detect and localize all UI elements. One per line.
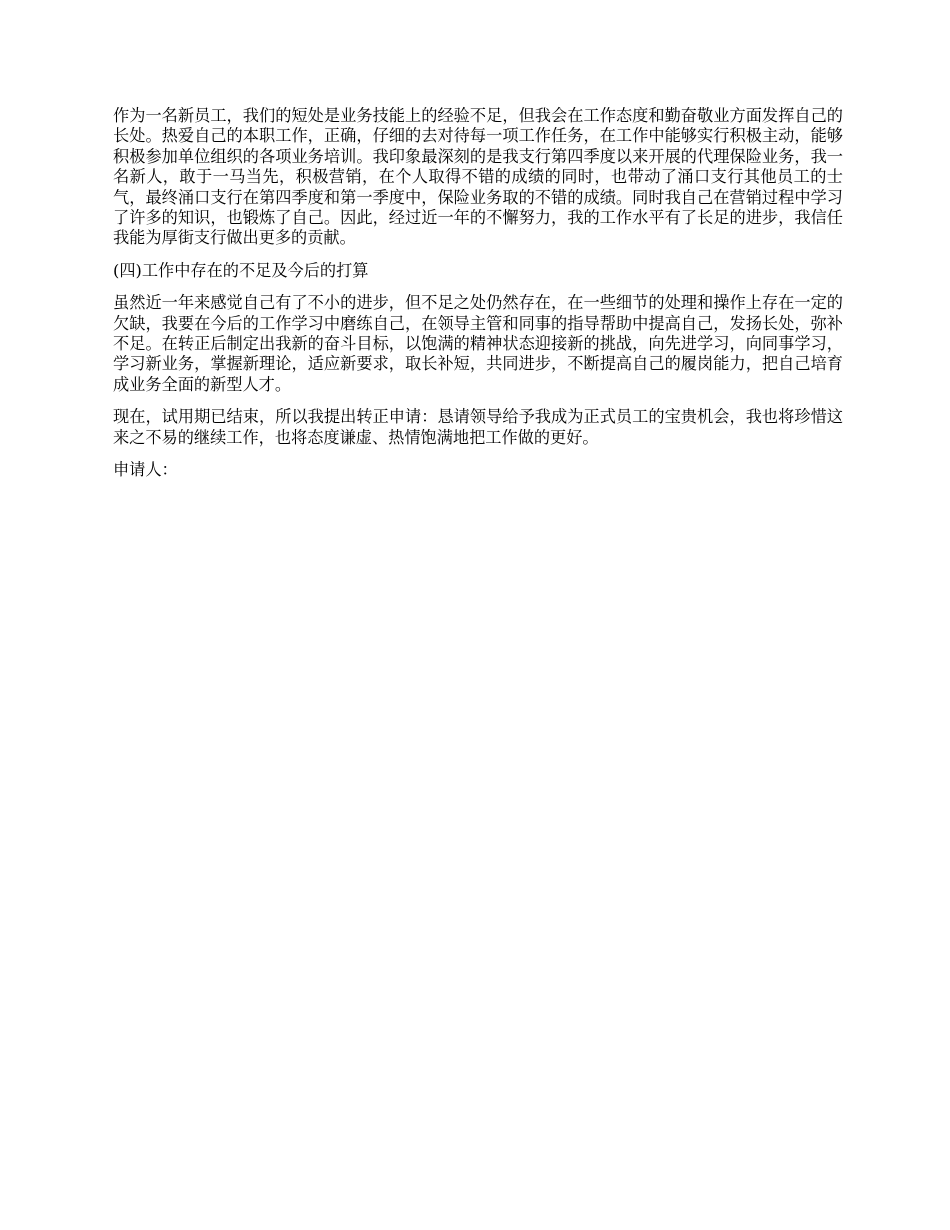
paragraph-application: 现在，试用期已结束，所以我提出转正申请：恳请领导给予我成为正式员工的宝贵机会，我也将珍惜这来之不易的继续工作，也将态度谦虚、热情饱满地把工作做的更好。 — [113, 407, 843, 447]
applicant-signature-line: 申请人： — [113, 460, 178, 480]
document-body — [113, 106, 843, 493]
section-heading-shortcomings: (四)工作中存在的不足及今后的打算 — [113, 260, 369, 280]
paragraph-shortcomings: 虽然近一年来感觉自己有了不小的进步，但不足之处仍然存在，在一些细节的处理和操作上存在一定的欠缺，我要在今后的工作学习中磨练自己，在领导主管和同事的指导帮助中提高自己，发扬长处，弥补不足。在转正后制定出我新的奋斗目标，以饱满的精神状态迎接新的挑战，向先进学习，向同事学习，学习新业务，掌握新理论，适应新要求，取长补短，共同进步，不断提高自己的履岗能力，把自己培育成业务全面的新型人才。 — [113, 293, 843, 394]
paragraph-strengths: 作为一名新员工，我们的短处是业务技能上的经验不足，但我会在工作态度和勤奋敬业方面发挥自己的长处。热爱自己的本职工作，正确，仔细的去对待每一项工作任务，在工作中能够实行积极主动，能够积极参加单位组织的各项业务培训。我印象最深刻的是我支行第四季度以来开展的代理保险业务，我一名新人，敢于一马当先，积极营销，在个人取得不错的成绩的同时，也带动了涌口支行其他员工的士气，最终涌口支行在第四季度和第一季度中，保险业务取的不错的成绩。同时我自己在营销过程中学习了许多的知识，也锻炼了自己。因此，经过近一年的不懈努力，我的工作水平有了长足的进步，我信任我能为厚街支行做出更多的贡献。 — [113, 106, 843, 248]
